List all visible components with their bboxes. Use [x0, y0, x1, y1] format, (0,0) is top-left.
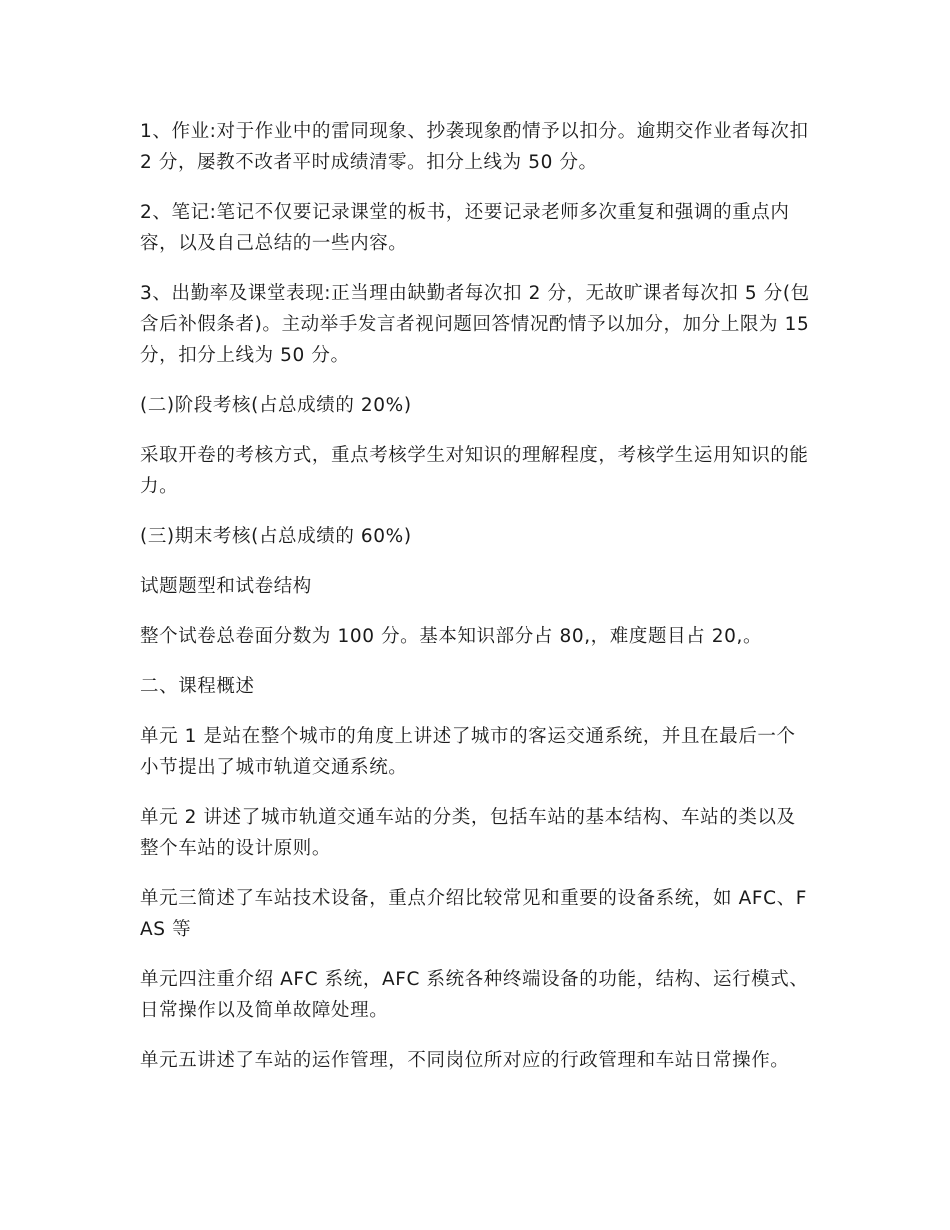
- paragraph-unit-5: 单元五讲述了车站的运作管理，不同岗位所对应的行政管理和车站日常操作。: [140, 1050, 790, 1071]
- paragraph-unit-1: 单元 1 是站在整个城市的角度上讲述了城市的客运交通系统，并且在最后一个小节提出了城市轨道交通系统。: [140, 726, 796, 778]
- paragraph-attendance: 3、出勤率及课堂表现:正当理由缺勤者每次扣 2 分，无故旷课者每次扣 5 分(包含后补假条者)。主动举手发言者视问题回答情况酌情予以加分，加分上限为 15 分，扣分上线为 50 分。: [140, 283, 810, 366]
- paragraph-homework: 1、作业:对于作业中的雷同现象、抄袭现象酌情予以扣分。逾期交作业者每次扣 2 分，屡教不改者平时成绩清零。扣分上线为 50 分。: [140, 121, 809, 173]
- paragraph-exam-scores: 整个试卷总卷面分数为 100 分。基本知识部分占 80,，难度题目占 20,。: [140, 626, 763, 647]
- heading-course-overview: 二、课程概述: [140, 676, 255, 697]
- paragraph-unit-3: 单元三简述了车站技术设备，重点介绍比较常见和重要的设备系统，如 AFC、FAS 等: [140, 888, 807, 940]
- document-body: [140, 116, 812, 1095]
- heading-exam-structure: 试题题型和试卷结构: [140, 576, 312, 597]
- paragraph-stage-assessment: 采取开卷的考核方式，重点考核学生对知识的理解程度，考核学生运用知识的能力。: [140, 445, 809, 497]
- paragraph-notes: 2、笔记:笔记不仅要记录课堂的板书，还要记录老师多次重复和强调的重点内容，以及自己总结的一些内容。: [140, 202, 790, 254]
- paragraph-unit-4: 单元四注重介绍 AFC 系统，AFC 系统各种终端设备的功能，结构、运行模式、日常操作以及简单故障处理。: [140, 969, 809, 1021]
- paragraph-unit-2: 单元 2 讲述了城市轨道交通车站的分类，包括车站的基本结构、车站的类以及整个车站的设计原则。: [140, 807, 796, 859]
- heading-final-assessment: (三)期末考核(占总成绩的 60%): [140, 526, 412, 547]
- heading-stage-assessment: (二)阶段考核(占总成绩的 20%): [140, 395, 412, 416]
